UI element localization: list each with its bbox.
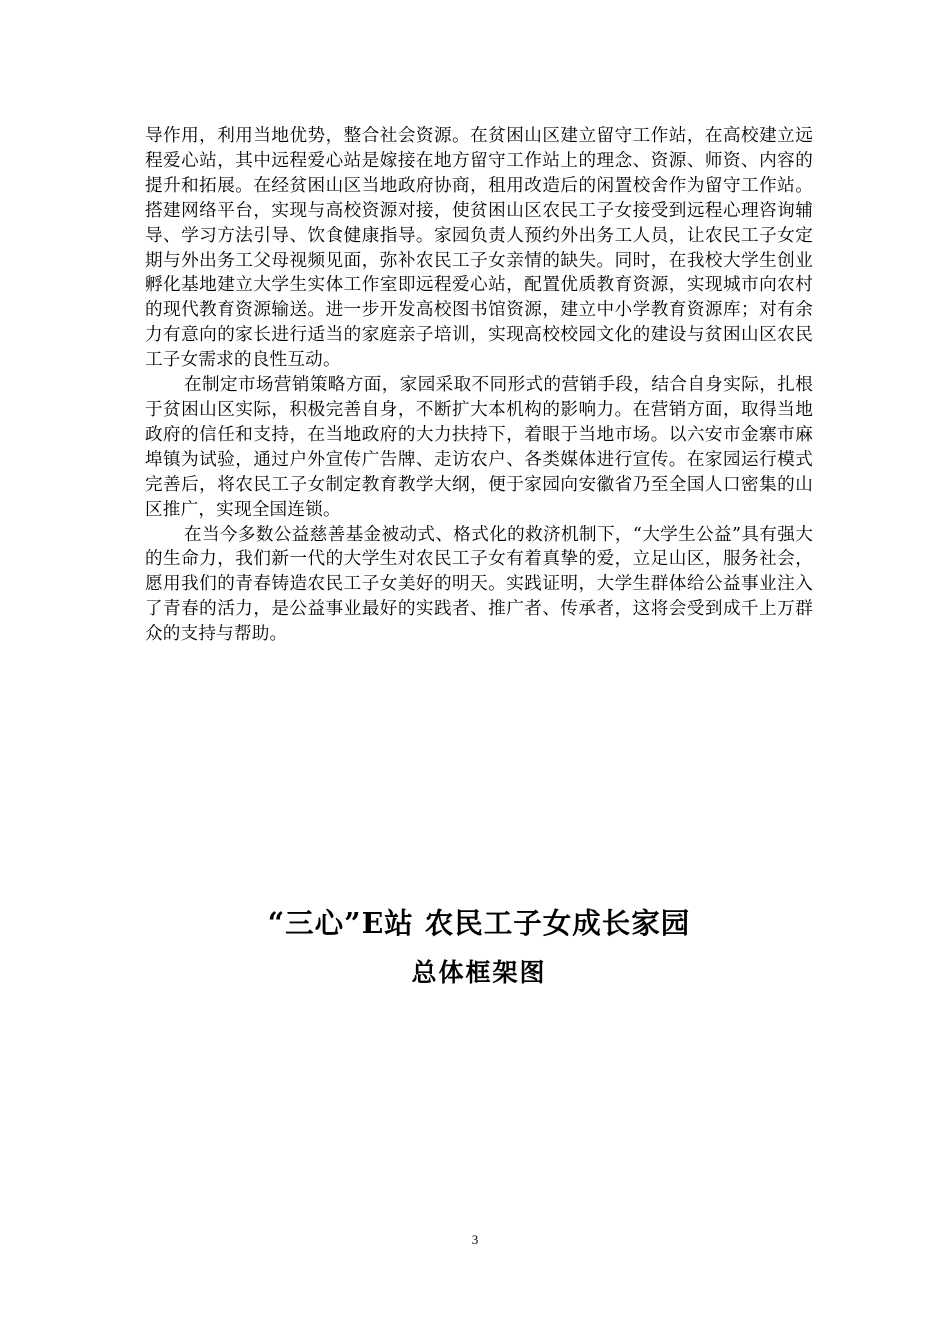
body-text [145, 124, 813, 647]
page-number: 3 [471, 1232, 479, 1247]
paragraph-marketing-strategy: 在制定市场营销策略方面，家园采取不同形式的营销手段，结合自身实际，扎根于贫困山区实际，积极完善自身，不断扩大本机构的影响力。在营销方面，取得当地政府的信任和支持，在当地政府的大力扶持下，着眼于当地市场。以六安市金寨市麻埠镇为试验，通过户外宣传广告牌、走访农户、各类媒体进行宣传。在家园运行模式完善后，将农民工子女制定教育教学大纲，便于家园向安徽省乃至全国人口密集的山区推广，实现全国连锁。 [145, 375, 813, 520]
section-subtitle: 总体框架图 [411, 958, 547, 987]
section-title: “三心”E站 农民工子女成长家园 [267, 906, 691, 940]
paragraph-continuation: 导作用，利用当地优势，整合社会资源。在贫困山区建立留守工作站，在高校建立远程爱心站，其中远程爱心站是嫁接在地方留守工作站上的理念、资源、师资、内容的提升和拓展。在经贫困山区当地政府协商，租用改造后的闲置校舍作为留守工作站。搭建网络平台，实现与高校资源对接，使贫困山区农民工子女接受到远程心理咨询辅导、学习方法引导、饮食健康指导。家园负责人预约外出务工人员，让农民工子女定期与外出务工父母视频见面，弥补农民工子女亲情的缺失。同时，在我校大学生创业孵化基地建立大学生实体工作室即远程爱心站，配置优质教育资源，实现城市向农村的现代教育资源输送。进一步开发高校图书馆资源，建立中小学教育资源库；对有余力有意向的家长进行适当的家庭亲子培训，实现高校校园文化的建设与贫困山区农民工子女需求的良性互动。 [145, 126, 813, 371]
paragraph-conclusion: 在当今多数公益慈善基金被动式、格式化的救济机制下，“大学生公益”具有强大的生命力，我们新一代的大学生对农民工子女有着真挚的爱，立足山区，服务社会，愿用我们的青春铸造农民工子女美好的明天。实践证明，大学生群体给公益事业注入了青春的活力，是公益事业最好的实践者、推广者、传承者，这将会受到成千上万群众的支持与帮助。 [145, 524, 813, 645]
